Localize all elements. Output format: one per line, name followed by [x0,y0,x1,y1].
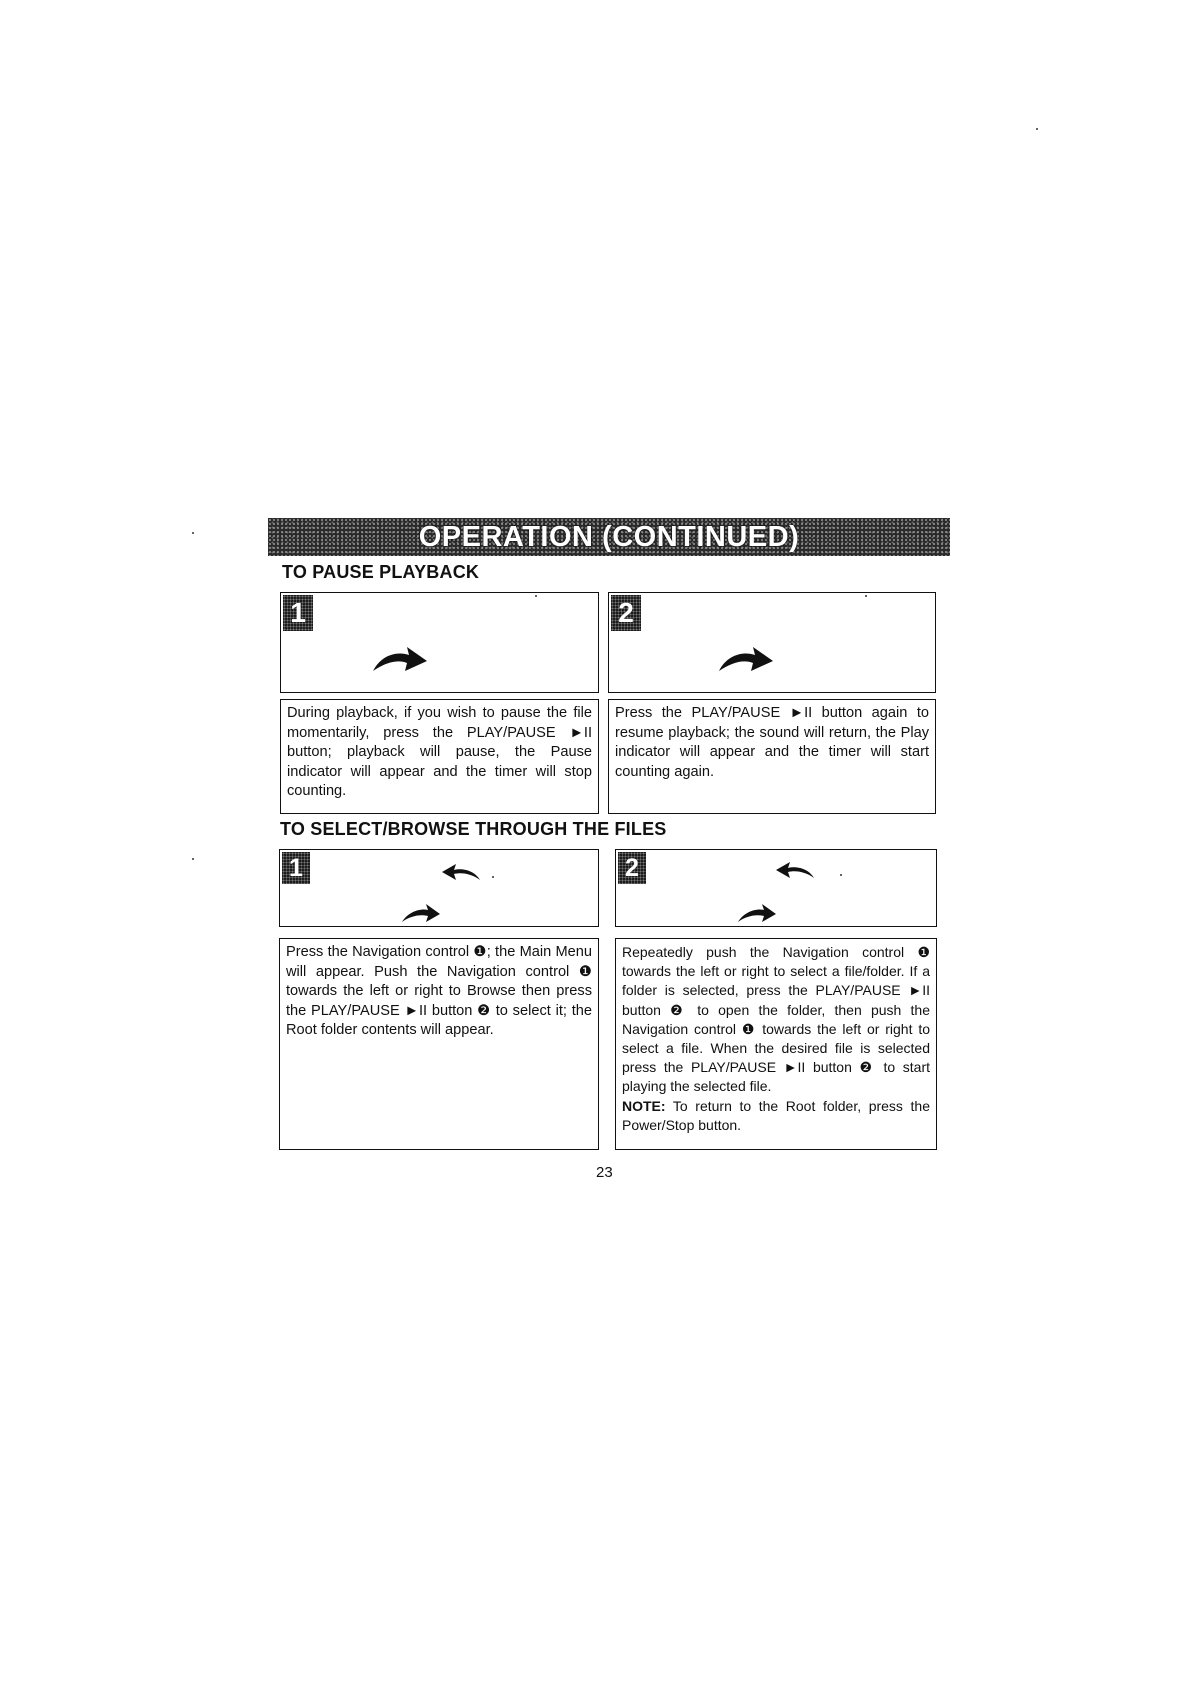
step-description: During playback, if you wish to pause the file momentarily, press the PLAY/PAUSE ►II button; playback will pause, the Pause indicator will appear and the timer will stop counting. [287,705,592,800]
note-label: NOTE: [622,1097,666,1114]
scan-speck [192,532,194,534]
step-text-browse-2 [615,938,937,1150]
step-badge-1: 1 [283,595,313,631]
note-text: To return to the Root folder, press the Power/Stop button. [622,1097,930,1133]
curved-arrow-right-icon [717,645,775,675]
heading-pause-playback: TO PAUSE PLAYBACK [282,562,480,582]
step-description-main: Repeatedly push the Navigation control ❶ towards the left or right to select a file/folder. If a folder is selected, press the PLAY/PAUSE ►II button ❷ to open the folder, then push the Navigation control ❶ towards the left or right to select a file. When the desired file is selected press the PLAY/PAUSE ►II button ❷ to start playing the selected file. [622,944,930,1095]
step-description [622,943,930,1135]
step-text-pause-2 [608,699,936,814]
step-image-browse-2 [615,849,937,927]
page-number: 23 [596,1164,613,1181]
step-badge-1: 1 [282,852,310,884]
curved-arrow-right-icon [736,902,778,924]
scan-speck [192,858,194,860]
step-description: Press the Navigation control ❶; the Main Menu will appear. Push the Navigation control ❶ towards the left or right to Browse then press the PLAY/PAUSE ►II button ❷ to select it; the Root folder contents will appear. [286,944,592,1039]
step-image-browse-1 [279,849,599,927]
step-image-pause-1 [280,592,599,693]
curved-arrow-right-icon [400,902,442,924]
step-image-pause-2 [608,592,936,693]
curved-arrow-left-icon [440,862,482,884]
scan-speck [1036,128,1038,130]
heading-select-browse: TO SELECT/BROWSE THROUGH THE FILES [280,819,667,839]
curved-arrow-left-icon [774,860,816,882]
banner-title: OPERATION (CONTINUED) [418,520,800,553]
step-badge-2: 2 [618,852,646,884]
curved-arrow-right-icon [371,645,429,675]
step-text-browse-1 [279,938,599,1150]
step-description: Press the PLAY/PAUSE ►II button again to resume playback; the sound will return, the Play indicator will appear and the timer will start counting again. [615,705,929,780]
section-banner [268,518,950,556]
step-badge-2: 2 [611,595,641,631]
step-text-pause-1 [280,699,599,814]
